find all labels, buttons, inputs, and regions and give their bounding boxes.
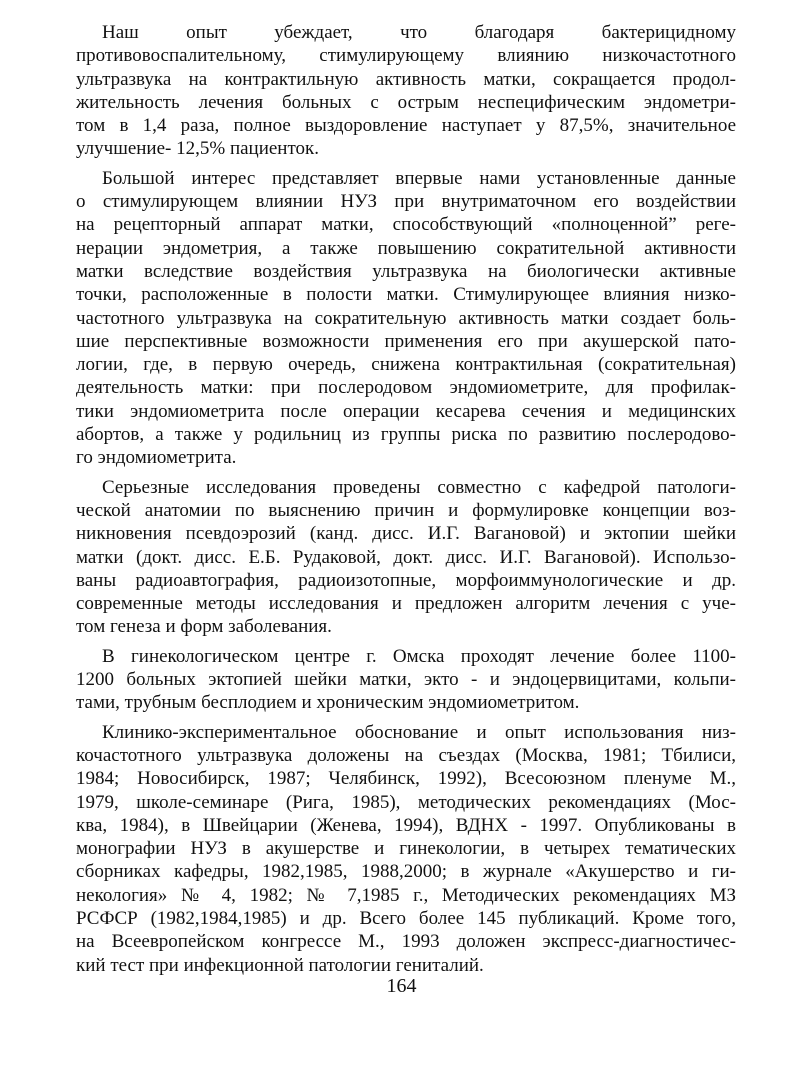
page-number: 164 — [386, 975, 417, 997]
text-line: том генеза и форм заболевания. — [76, 616, 332, 638]
text-line: на рецепторный аппарат матки, способствующий «полноценной” реге- — [76, 214, 736, 236]
text-line: о стимулирующем влиянии НУЗ при внутриматочном его воздействии — [76, 191, 736, 213]
paragraph — [76, 167, 736, 470]
text-line: противовоспалительному, стимулирующему влиянию низкочастотного — [76, 45, 736, 67]
paragraph — [76, 645, 736, 715]
text-line: ваны радиоавтография, радиоизотопные, морфоиммунологические и др. — [76, 569, 736, 591]
paragraph — [76, 721, 736, 977]
text-line: В гинекологическом центре г. Омска проходят лечение более 1100- — [102, 645, 736, 667]
text-line: точки, расположенные в полости матки. Стимулирующее влияния низко- — [76, 284, 736, 306]
text-line: некология» № 4, 1982; № 7,1985 г., Методических рекомендациях МЗ — [76, 884, 736, 906]
text-line: ква, 1984), в Швейцарии (Женева, 1994), ВДНХ - 1997. Опубликованы в — [76, 814, 736, 836]
text-line: Наш опыт убеждает, что благодаря бактерицидному — [102, 22, 736, 43]
text-line: сборниках кафедры, 1982,1985, 1988,2000; в журнале «Акушерство и ги- — [76, 861, 736, 883]
text-line: ческой анатомии по выяснению причин и формулировке концепции воз- — [76, 499, 736, 521]
text-line: кий тест при инфекционной патологии гениталий. — [76, 954, 484, 976]
text-line: 1200 больных эктопией шейки матки, экто - и эндоцервицитами, кольпи- — [76, 669, 736, 691]
paragraph — [76, 476, 736, 639]
text-line: ультразвука на контрактильную активность матки, сокращается продол- — [76, 68, 736, 90]
text-line: Клинико-экспериментальное обоснование и опыт использования низ- — [102, 721, 736, 743]
text-line: на Всеевропейском конгрессе М., 1993 доложен экспресс-диагностичес- — [76, 931, 736, 953]
text-line: улучшение- 12,5% пациенток. — [76, 138, 320, 160]
text-line: нерации эндометрия, а также повышению сократительной активности — [76, 237, 736, 259]
text-line: никновения псевдоэрозий (канд. дисс. И.Г. Вагановой) и эктопии шейки — [76, 523, 736, 545]
text-line: тики эндомиометрита после операции кесарева сечения и медицинских — [76, 400, 736, 422]
text-line: 1979, школе-семинаре (Рига, 1985), методических рекомендациях (Мос- — [76, 791, 736, 813]
text-line: деятельность матки: при послеродовом эндомиометрите, для профилак- — [76, 377, 736, 399]
text-line: том в 1,4 раза, полное выздоровление наступает у 87,5%, значительное — [76, 115, 736, 137]
text-line: жительность лечения больных с острым неспецифическим эндометри- — [76, 91, 736, 113]
text-line: тами, трубным бесплодием и хроническим эндомиометритом. — [76, 692, 580, 714]
text-line: шие перспективные возможности применения его при акушерской пато- — [76, 330, 736, 352]
text-line: РСФСР (1982,1984,1985) и др. Всего более 145 публикаций. Кроме того, — [76, 907, 736, 929]
text-line: частотного ультразвука на сократительную активность матки создает боль- — [76, 307, 736, 329]
text-line: матки вследствие воздействия ультразвука на биологически активные — [76, 260, 736, 282]
text-line: 1984; Новосибирск, 1987; Челябинск, 1992), Всесоюзном пленуме М., — [76, 768, 736, 790]
text-line: го эндомиометрита. — [76, 447, 237, 469]
text-line: кочастотного ультразвука доложены на съездах (Москва, 1981; Тбилиси, — [76, 744, 736, 766]
text-line: логии, где, в первую очередь, снижена контрактильная (сократительная) — [76, 354, 736, 376]
body-text — [76, 21, 736, 983]
text-line: Серьезные исследования проведены совместно с кафедрой патологи- — [102, 476, 736, 498]
text-line: абортов, а также у родильниц из группы риска по развитию послеродово- — [76, 424, 736, 446]
text-line: матки (докт. дисс. Е.Б. Рудаковой, докт. дисс. И.Г. Вагановой). Использо- — [76, 546, 736, 568]
paragraph — [76, 21, 736, 161]
text-line: монографии НУЗ в акушерстве и гинекологии, в четырех тематических — [76, 838, 736, 860]
text-line: современные методы исследования и предложен алгоритм лечения с уче- — [76, 593, 736, 615]
text-line: Большой интерес представляет впервые нами установленные данные — [102, 167, 736, 189]
